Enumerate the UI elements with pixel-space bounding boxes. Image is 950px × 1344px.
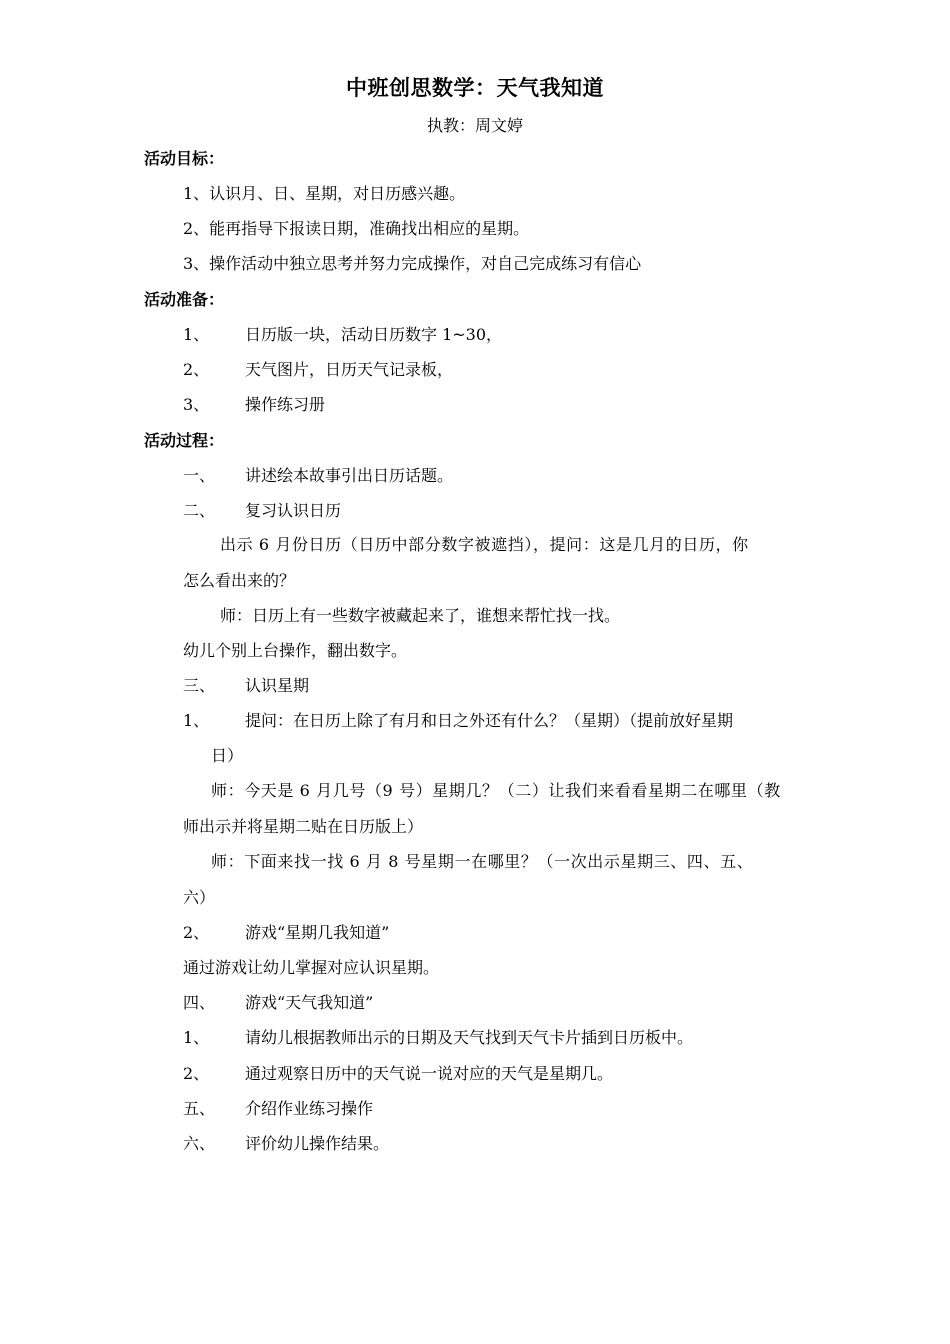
prep-item-number: 1、	[183, 325, 210, 344]
author-line: 执教：周文婷	[426, 116, 523, 135]
step-number: 1、	[183, 711, 210, 730]
prep-item-text: 日历版一块，活动日历数字 1~30，	[245, 325, 503, 344]
step-number: 三、	[183, 676, 216, 695]
step-text: 通过观察日历中的天气说一说对应的天气是星期几。	[245, 1064, 614, 1083]
step-number: 2、	[183, 1064, 210, 1083]
paragraph-line: 怎么看出来的？	[183, 571, 296, 590]
step-number: 一、	[183, 466, 216, 485]
step-text: 游戏“星期几我知道”	[245, 923, 390, 942]
step-number: 六、	[183, 1134, 216, 1153]
step-text: 评价幼儿操作结果。	[245, 1134, 390, 1153]
step-text: 复习认识日历	[245, 501, 342, 520]
step-number: 四、	[183, 993, 216, 1012]
prep-item-text: 操作练习册	[245, 395, 326, 414]
step-number: 二、	[183, 501, 216, 520]
sub-step	[183, 923, 389, 943]
paragraph-line: 六）	[183, 888, 216, 907]
paragraph-line: 通过游戏让幼儿掌握对应认识星期。	[183, 958, 440, 977]
goal-item: 1、认识月、日、星期，对日历感兴趣。	[183, 184, 466, 203]
paragraph-line: 师：下面来找一找 6 月 8 号星期一在哪里？（一次出示星期三、四、五、	[211, 852, 754, 871]
process-step	[183, 501, 341, 521]
goal-item: 2、能再指导下报读日期，准确找出相应的星期。	[183, 219, 530, 238]
process-heading: 活动过程：	[144, 431, 225, 450]
step-text: 请幼儿根据教师出示的日期及天气找到天气卡片插到日历板中。	[245, 1028, 694, 1047]
process-step	[183, 993, 373, 1013]
document-title: 中班创思数学：天气我知道	[346, 75, 604, 100]
sub-step	[183, 1064, 613, 1084]
process-step	[183, 676, 309, 696]
process-step	[183, 466, 453, 486]
prep-item	[183, 360, 453, 380]
step-text: 游戏“天气我知道”	[245, 993, 374, 1012]
process-step	[183, 1099, 373, 1119]
prep-item	[183, 325, 502, 345]
paragraph-line: 幼儿个别上台操作，翻出数字。	[183, 641, 408, 660]
paragraph-line: 出示 6 月份日历（日历中部分数字被遮挡），提问：这是几月的日历，你	[220, 535, 749, 554]
paragraph-line: 师：日历上有一些数字被藏起来了，谁想来帮忙找一找。	[220, 606, 621, 625]
step-number: 1、	[183, 1028, 210, 1047]
prep-item-text: 天气图片，日历天气记录板，	[245, 360, 454, 379]
sub-step	[183, 711, 733, 731]
step-text: 认识星期	[245, 676, 310, 695]
goals-heading: 活动目标：	[144, 149, 225, 168]
sub-step	[183, 1028, 693, 1048]
paragraph-line: 师出示并将星期二贴在日历版上）	[183, 817, 424, 836]
step-text: 介绍作业练习操作	[245, 1099, 374, 1118]
prep-item-number: 2、	[183, 360, 210, 379]
step-number: 2、	[183, 923, 210, 942]
step-text: 提问：在日历上除了有月和日之外还有什么？（星期）（提前放好星期	[245, 711, 734, 730]
process-step	[183, 1134, 389, 1154]
step-text: 讲述绘本故事引出日历话题。	[245, 466, 454, 485]
goal-item: 3、操作活动中独立思考并努力完成操作，对自己完成练习有信心	[183, 254, 642, 273]
paragraph-line: 师：今天是 6 月几号（9 号）星期几？（二）让我们来看看星期二在哪里（教	[211, 781, 781, 800]
step-number: 五、	[183, 1099, 216, 1118]
paragraph-line: 日）	[211, 746, 244, 765]
prep-heading: 活动准备：	[144, 290, 225, 309]
prep-item	[183, 395, 325, 415]
prep-item-number: 3、	[183, 395, 210, 414]
